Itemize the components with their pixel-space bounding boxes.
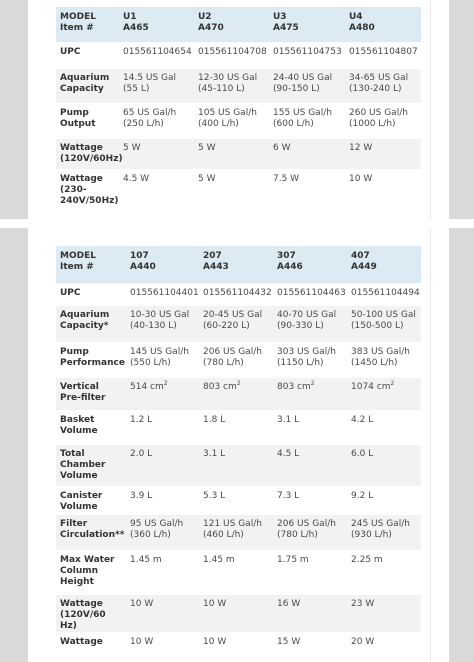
spec-value: 10 W (199, 632, 273, 652)
table-row (56, 169, 421, 215)
spec-value: 015561104753 (269, 42, 345, 68)
spec-value: 5 W (194, 138, 269, 169)
table-row (56, 103, 421, 138)
spec-value: 015561104708 (194, 42, 269, 68)
spec-value: 015561104463 (273, 283, 347, 305)
row-label: Wattage (120V/60Hz) (56, 138, 119, 169)
spec-value: 206 US Gal/h (780 L/h) (273, 514, 347, 550)
row-label: UPC (56, 42, 119, 68)
spec-value: 260 US Gal/h (1000 L/h) (345, 103, 421, 138)
spec-value: 9.2 L (347, 486, 421, 514)
spec-panel-1 (28, 0, 449, 219)
panel-divider (430, 0, 431, 219)
header-label: MODEL Item # (56, 7, 119, 42)
left-gutter-top (0, 0, 28, 219)
spec-value: 10 W (345, 169, 421, 215)
spec-value: 12 W (345, 138, 421, 169)
row-label: Vertical Pre-filter (56, 377, 126, 410)
spec-panel-2 (28, 228, 449, 662)
row-label: Pump Output (56, 103, 119, 138)
model-header: 407 A449 (347, 246, 421, 283)
table-row (56, 68, 421, 103)
spec-value: 1074 $cm^2$ (347, 377, 421, 410)
spec-value: 145 US Gal/h (550 L/h) (126, 342, 199, 377)
spec-value: 5.3 L (199, 486, 273, 514)
spec-value: 6.0 L (347, 444, 421, 486)
row-label: Wattage (230-240V/50Hz) (56, 169, 119, 215)
spec-value: 10 W (199, 594, 273, 632)
table-row (56, 305, 421, 342)
model-header: U2 A470 (194, 7, 269, 42)
panel-divider (430, 228, 431, 662)
spec-value: 245 US Gal/h (930 L/h) (347, 514, 421, 550)
spec-value: 14.5 US Gal (55 L) (119, 68, 194, 103)
spec-value: 7.3 L (273, 486, 347, 514)
spec-value: 4.5 L (273, 444, 347, 486)
spec-value: 2.0 L (126, 444, 199, 486)
row-label: Pump Performance (56, 342, 126, 377)
spec-value: 40-70 US Gal (90-330 L) (273, 305, 347, 342)
spec-value: 50-100 US Gal (150-500 L) (347, 305, 421, 342)
spec-value: 5 W (194, 169, 269, 215)
spec-value: 65 US Gal/h (250 L/h) (119, 103, 194, 138)
model-header: U4 A480 (345, 7, 421, 42)
row-label: Canister Volume (56, 486, 126, 514)
table-row (56, 550, 421, 594)
spec-value: 4.5 W (119, 169, 194, 215)
row-label: Wattage (56, 632, 126, 652)
header-label: MODEL Item # (56, 246, 126, 283)
spec-value: 15 W (273, 632, 347, 652)
spec-value: 015561104401 (126, 283, 199, 305)
row-label: UPC (56, 283, 126, 305)
row-label: Filter Circulation** (56, 514, 126, 550)
table-row (56, 486, 421, 514)
spec-value: 015561104494 (347, 283, 421, 305)
right-gutter-bottom (449, 228, 474, 662)
table-header-row (56, 246, 421, 283)
spec-value: 10 W (126, 632, 199, 652)
row-label: Aquarium Capacity* (56, 305, 126, 342)
spec-value: 121 US Gal/h (460 L/h) (199, 514, 273, 550)
spec-value: 23 W (347, 594, 421, 632)
spec-value: 303 US Gal/h (1150 L/h) (273, 342, 347, 377)
table-row (56, 444, 421, 486)
spec-value: 015561104654 (119, 42, 194, 68)
row-label: Wattage (120V/60 Hz) (56, 594, 126, 632)
spec-value: 155 US Gal/h (600 L/h) (269, 103, 345, 138)
spec-value: 803 $cm^2$ (199, 377, 273, 410)
spec-table-1 (56, 7, 421, 216)
table-row (56, 377, 421, 410)
spec-value: 015561104432 (199, 283, 273, 305)
table-row (56, 342, 421, 377)
spec-value: 16 W (273, 594, 347, 632)
table-row (56, 283, 421, 305)
spec-value: 3.1 L (273, 410, 347, 444)
spec-value: 1.45 m (126, 550, 199, 594)
table-row (56, 138, 421, 169)
model-header: U3 A475 (269, 7, 345, 42)
spec-value: 3.1 L (199, 444, 273, 486)
left-gutter-bottom (0, 228, 28, 662)
spec-value: 1.8 L (199, 410, 273, 444)
spec-value: 2.25 m (347, 550, 421, 594)
spec-table-2 (56, 246, 421, 653)
spec-value: 4.2 L (347, 410, 421, 444)
spec-value: 7.5 W (269, 169, 345, 215)
spec-value: 10-30 US Gal (40-130 L) (126, 305, 199, 342)
spec-value: 514 $cm^2$ (126, 377, 199, 410)
model-header: 207 A443 (199, 246, 273, 283)
spec-value: 1.2 L (126, 410, 199, 444)
spec-value: 24-40 US Gal (90-150 L) (269, 68, 345, 103)
table-row (56, 42, 421, 68)
row-label: Aquarium Capacity (56, 68, 119, 103)
spec-value: 10 W (126, 594, 199, 632)
spec-value: 20 W (347, 632, 421, 652)
table-row (56, 632, 421, 652)
row-label: Basket Volume (56, 410, 126, 444)
spec-value: 105 US Gal/h (400 L/h) (194, 103, 269, 138)
table-row (56, 514, 421, 550)
spec-value: 206 US Gal/h (780 L/h) (199, 342, 273, 377)
row-label: Max Water Column Height (56, 550, 126, 594)
spec-value: 803 $cm^2$ (273, 377, 347, 410)
spec-value: 12-30 US Gal (45-110 L) (194, 68, 269, 103)
spec-value: 95 US Gal/h (360 L/h) (126, 514, 199, 550)
spec-value: 1.45 m (199, 550, 273, 594)
model-header: 307 A446 (273, 246, 347, 283)
model-header: U1 A465 (119, 7, 194, 42)
row-label: Total Chamber Volume (56, 444, 126, 486)
spec-value: 20-45 US Gal (60-220 L) (199, 305, 273, 342)
spec-value: 34-65 US Gal (130-240 L) (345, 68, 421, 103)
right-gutter-top (449, 0, 474, 219)
spec-value: 6 W (269, 138, 345, 169)
table-row (56, 410, 421, 444)
spec-value: 383 US Gal/h (1450 L/h) (347, 342, 421, 377)
table-header-row (56, 7, 421, 42)
spec-value: 015561104807 (345, 42, 421, 68)
model-header: 107 A440 (126, 246, 199, 283)
table-row (56, 594, 421, 632)
spec-value: 3.9 L (126, 486, 199, 514)
spec-value: 5 W (119, 138, 194, 169)
spec-value: 1.75 m (273, 550, 347, 594)
